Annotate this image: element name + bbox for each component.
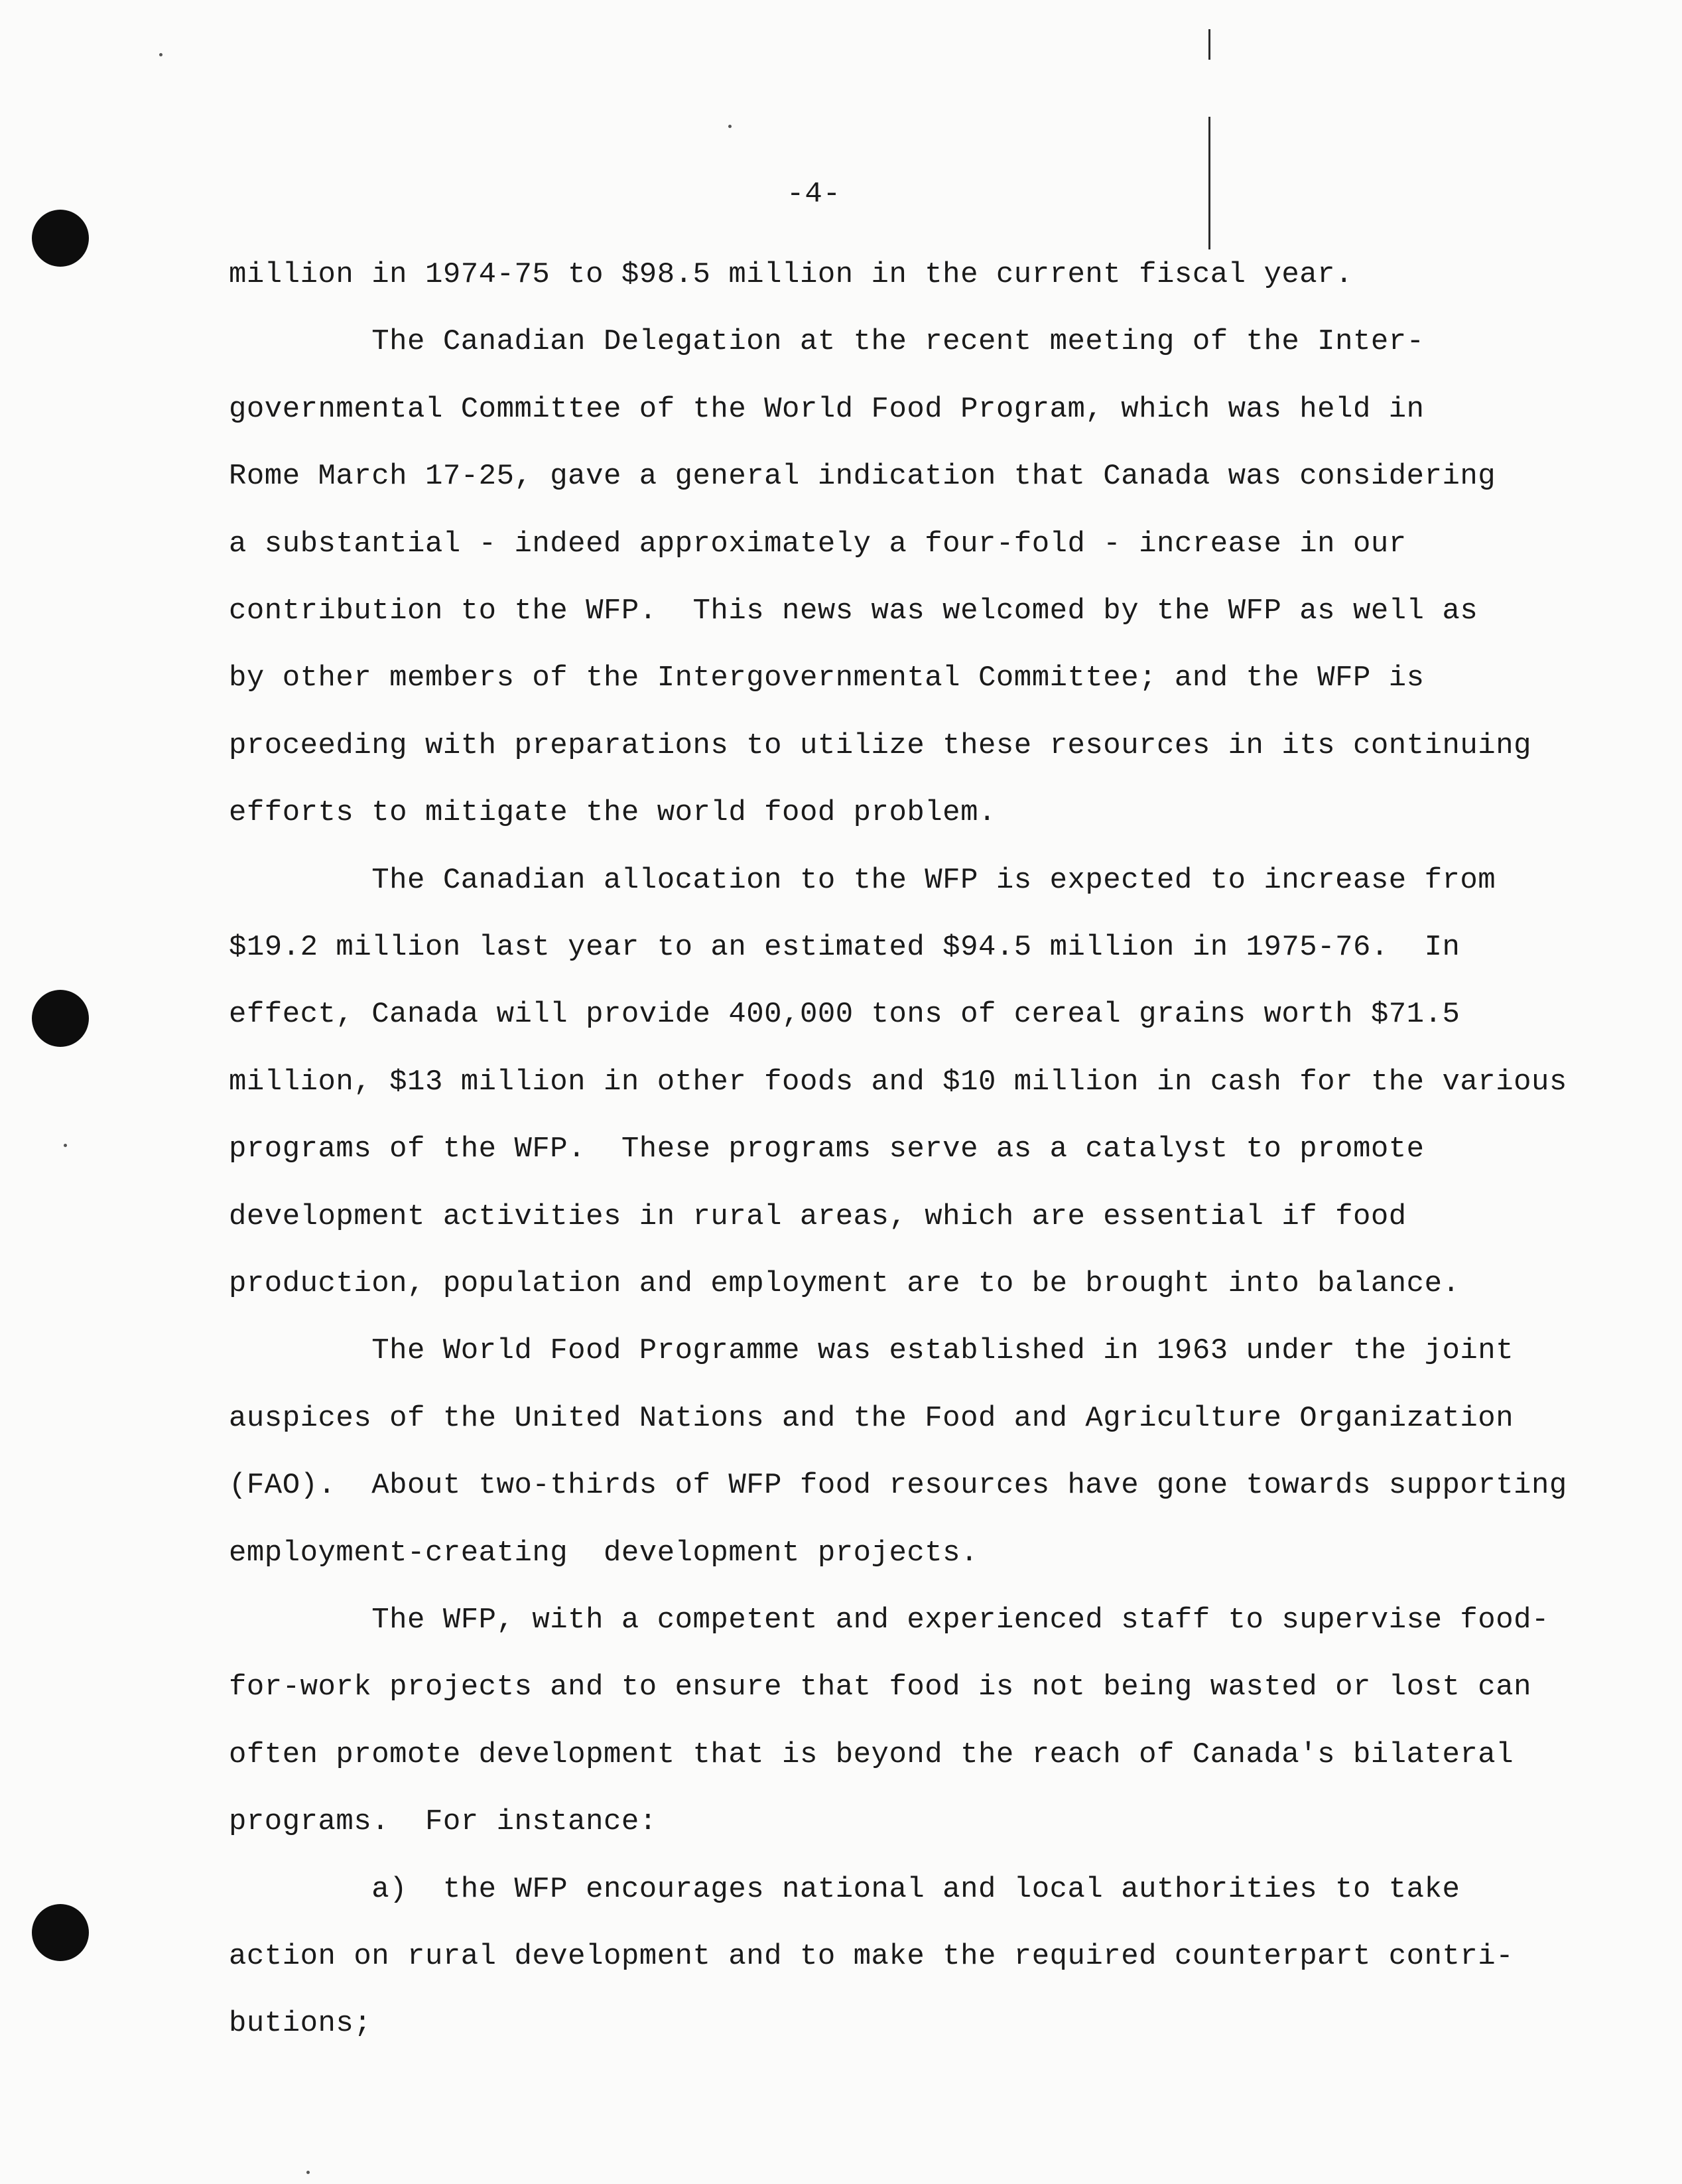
scan-speck bbox=[159, 53, 162, 56]
text-line: auspices of the United Nations and the Food and Agriculture Organization bbox=[229, 1402, 1514, 1435]
text-line: (FAO). About two-thirds of WFP food resources have gone towards supporting bbox=[229, 1469, 1567, 1502]
text-line: million, $13 million in other foods and $10 million in cash for the various bbox=[229, 1065, 1567, 1099]
text-line: governmental Committee of the World Food Program, which was held in bbox=[229, 393, 1425, 426]
scan-speck bbox=[306, 2171, 310, 2174]
text-line: $19.2 million last year to an estimated $94.5 million in 1975-76. In bbox=[229, 931, 1460, 964]
text-line: programs of the WFP. These programs serve as a catalyst to promote bbox=[229, 1132, 1425, 1166]
text-line: production, population and employment are to be brought into balance. bbox=[229, 1267, 1460, 1300]
text-line: efforts to mitigate the world food problem. bbox=[229, 796, 996, 829]
text-line: action on rural development and to make the required counterpart contri- bbox=[229, 1940, 1514, 1973]
text-line: contribution to the WFP. This news was welcomed by the WFP as well as bbox=[229, 594, 1478, 628]
punch-hole bbox=[32, 1904, 89, 1961]
text-line: effect, Canada will provide 400,000 tons of cereal grains worth $71.5 bbox=[229, 998, 1460, 1031]
text-line: The Canadian allocation to the WFP is expected to increase from bbox=[229, 864, 1496, 897]
text-line: butions; bbox=[229, 2007, 372, 2040]
text-line: programs. For instance: bbox=[229, 1805, 657, 1838]
text-line: a substantial - indeed approximately a four-fold - increase in our bbox=[229, 527, 1407, 561]
punch-hole bbox=[32, 210, 89, 267]
scan-speck bbox=[64, 1144, 67, 1147]
margin-mark bbox=[1208, 117, 1210, 249]
text-line: development activities in rural areas, which are essential if food bbox=[229, 1200, 1407, 1233]
text-line: by other members of the Intergovernmental Committee; and the WFP is bbox=[229, 661, 1425, 695]
text-line: proceeding with preparations to utilize these resources in its continuing bbox=[229, 729, 1532, 762]
text-line: million in 1974-75 to $98.5 million in the current fiscal year. bbox=[229, 258, 1353, 291]
margin-mark bbox=[1208, 29, 1210, 60]
text-line: The WFP, with a competent and experienced staff to supervise food- bbox=[229, 1604, 1549, 1637]
scan-speck bbox=[728, 125, 732, 128]
text-line: a) the WFP encourages national and local authorities to take bbox=[229, 1873, 1460, 1906]
text-line: The World Food Programme was established in 1963 under the joint bbox=[229, 1334, 1514, 1367]
text-line: Rome March 17-25, gave a general indication that Canada was considering bbox=[229, 460, 1496, 493]
text-line: The Canadian Delegation at the recent meeting of the Inter- bbox=[229, 325, 1425, 358]
page-number: -4- bbox=[787, 178, 842, 211]
text-line: for-work projects and to ensure that food is not being wasted or lost can bbox=[229, 1671, 1532, 1704]
text-line: often promote development that is beyond the reach of Canada's bilateral bbox=[229, 1738, 1514, 1771]
punch-hole bbox=[32, 990, 89, 1047]
text-line: employment-creating development projects. bbox=[229, 1536, 978, 1570]
